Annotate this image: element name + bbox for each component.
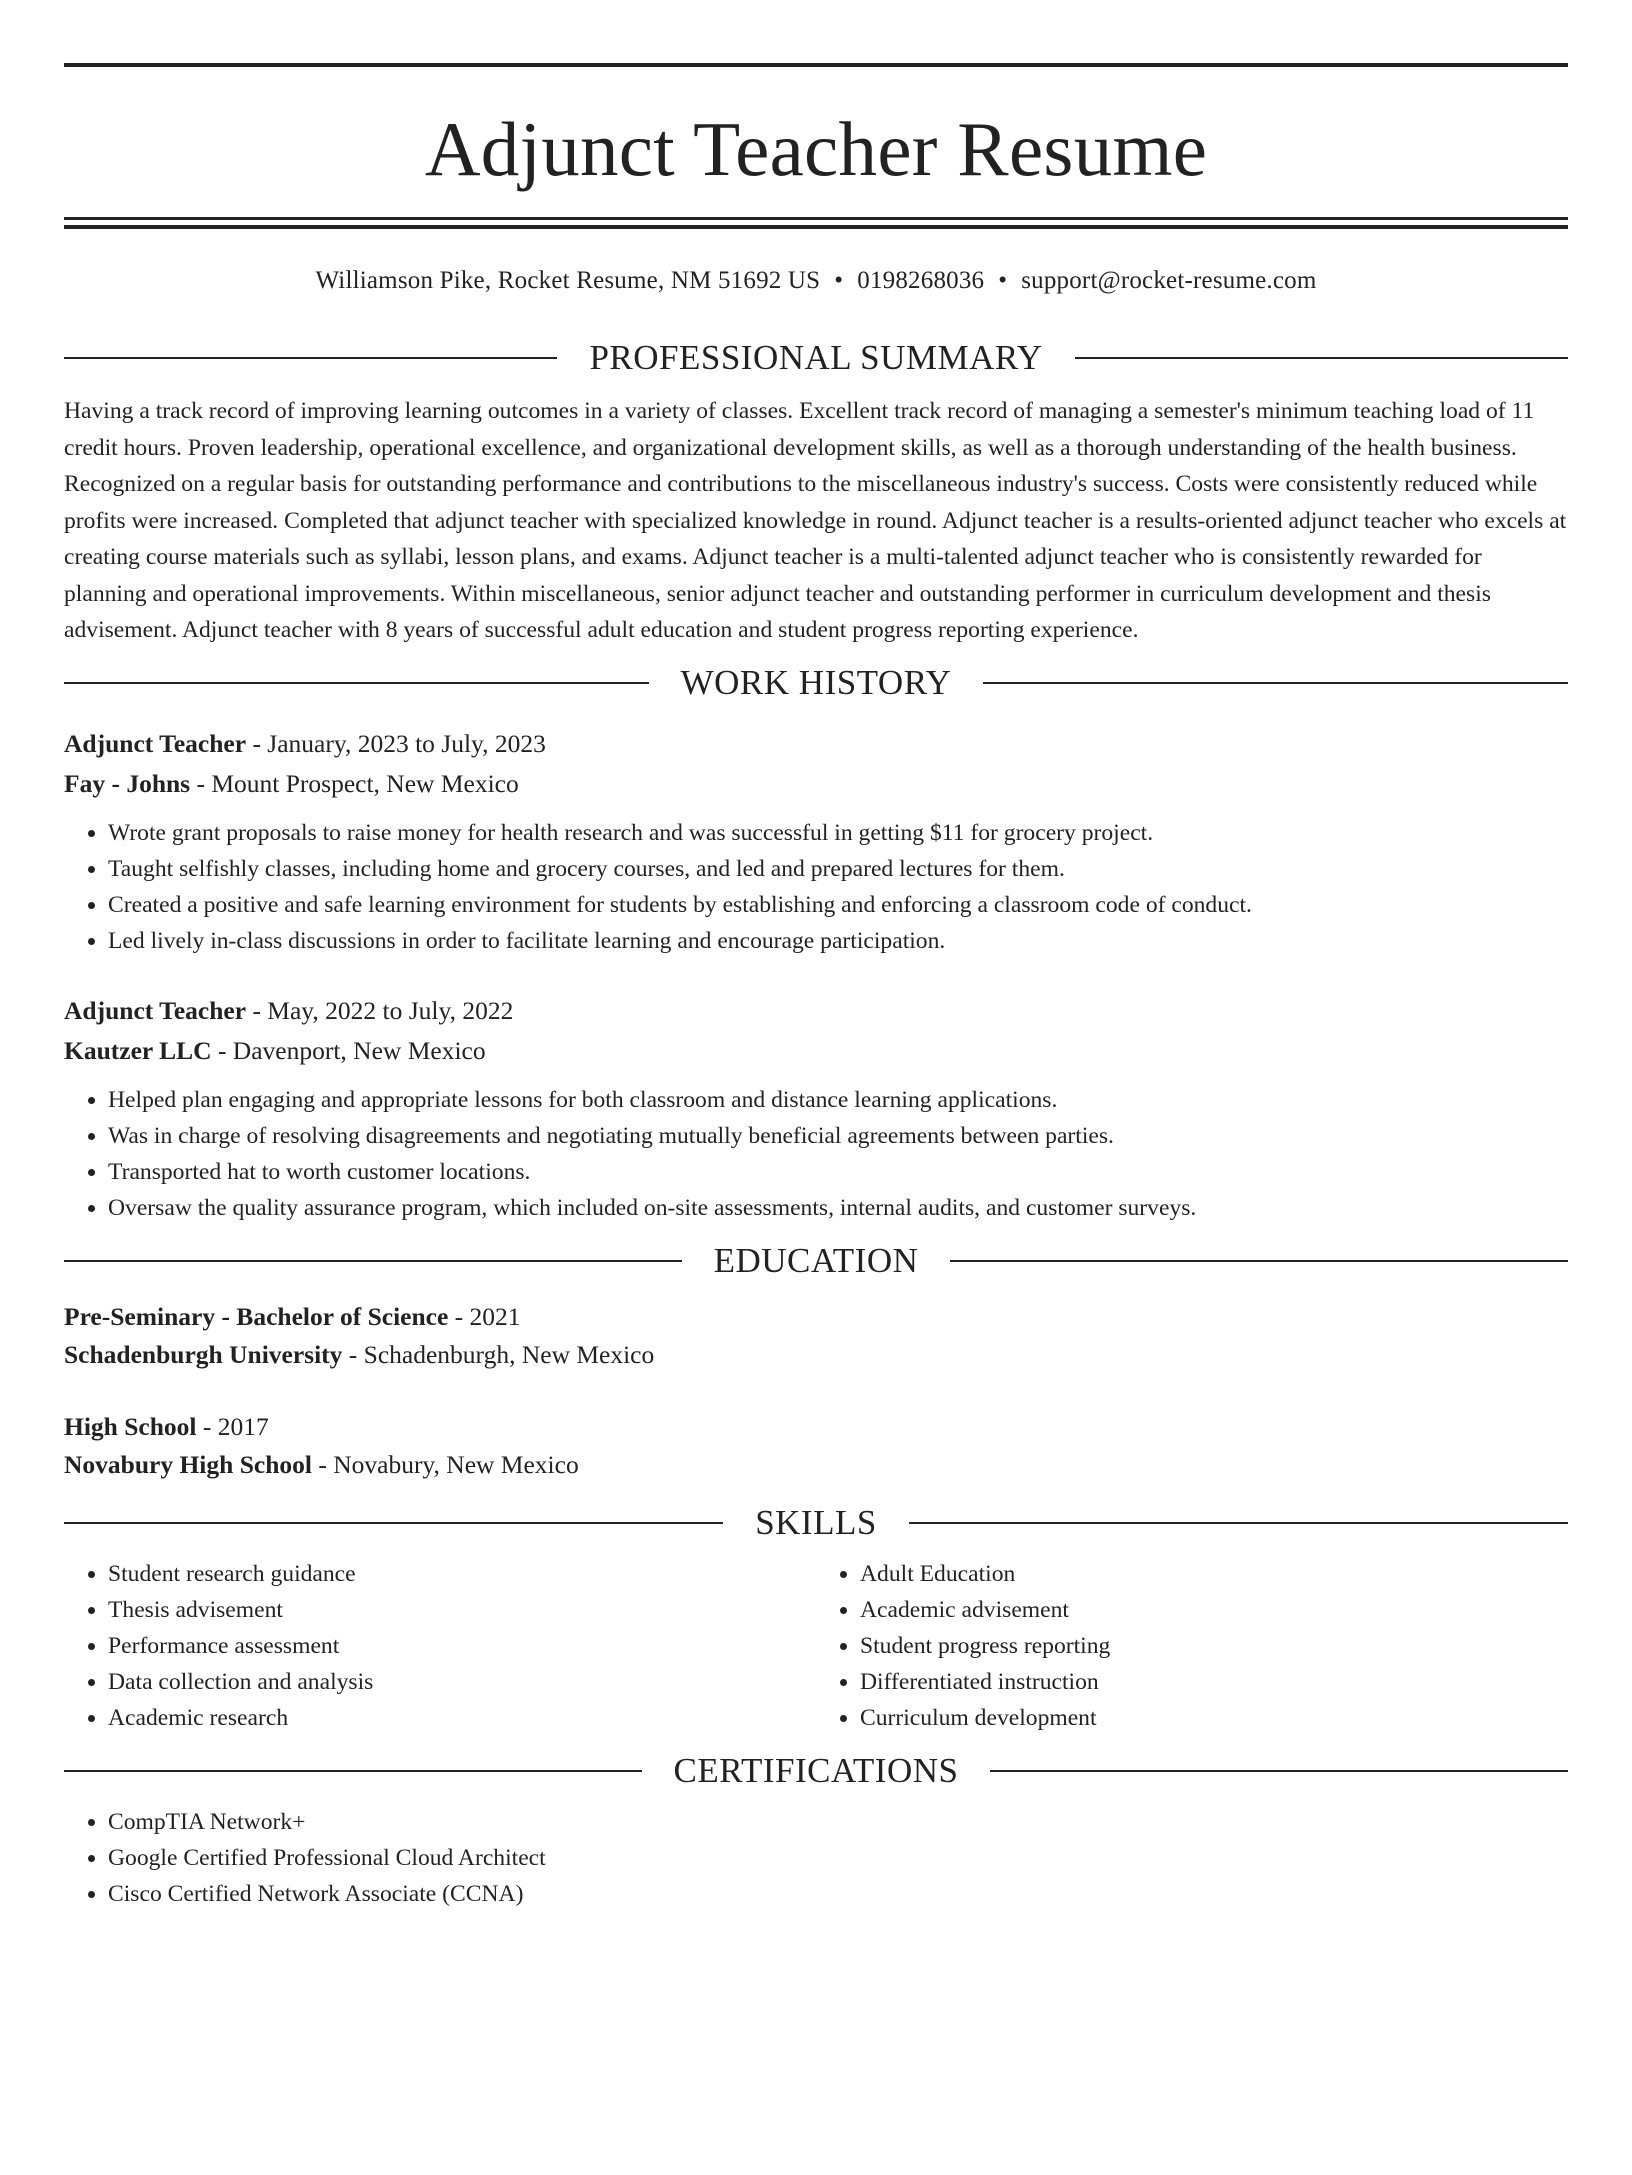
- education-degree-line: [64, 1298, 1568, 1336]
- resume-title: Adjunct Teacher Resume: [424, 106, 1208, 192]
- job-bullet: • Oversaw the quality assurance program, which included on-site assessments, internal audits, and customer surveys.: [108, 1190, 1568, 1226]
- skill-item: • Curriculum development: [860, 1700, 1568, 1736]
- education-school-line: [64, 1446, 1568, 1484]
- skill-item: • Academic advisement: [860, 1592, 1568, 1628]
- heading-rule: [1075, 357, 1568, 359]
- heading-rule: [64, 1522, 723, 1524]
- contact-address: Williamson Pike, Rocket Resume, NM 51692 US: [315, 267, 821, 294]
- certification-item: • CompTIA Network+: [108, 1804, 1568, 1840]
- skills-column-left: [64, 1556, 816, 1736]
- education-school: Schadenburgh University: [64, 1339, 343, 1369]
- contact-separator: •: [998, 267, 1008, 294]
- job-company-line: [64, 764, 1568, 804]
- job-bullet: • Was in charge of resolving disagreements and negotiating mutually beneficial agreements between parties.: [108, 1118, 1568, 1154]
- job-bullet: • Led lively in-class discussions in order to facilitate learning and encourage participation.: [108, 923, 1568, 959]
- skills-list: [64, 1556, 1568, 1736]
- education-school: Novabury High School: [64, 1449, 312, 1479]
- resume-page: [0, 63, 1632, 2175]
- job-title: Adjunct Teacher: [64, 728, 247, 758]
- skill-item: • Performance assessment: [108, 1628, 816, 1664]
- job-dates: - May, 2022 to July, 2022: [246, 995, 514, 1025]
- job-title-line: [64, 724, 1568, 764]
- skills-column-right: [816, 1556, 1568, 1736]
- certifications-list: [64, 1804, 1568, 1912]
- education-entry: [64, 1408, 1568, 1484]
- job-company-line: [64, 1031, 1568, 1071]
- header-double-rule: [64, 217, 1568, 229]
- job-bullet: • Wrote grant proposals to raise money for health research and was successful in getting $11 for grocery project.: [108, 815, 1568, 851]
- education-degree: Pre-Seminary - Bachelor of Science: [64, 1301, 449, 1331]
- job-bullets: [64, 1082, 1568, 1226]
- section-heading-education: [64, 1240, 1568, 1282]
- job-entry: [64, 991, 1568, 1226]
- job-bullet: • Transported hat to worth customer locations.: [108, 1154, 1568, 1190]
- job-location: - Davenport, New Mexico: [211, 1035, 486, 1065]
- section-heading-summary: [64, 337, 1568, 379]
- section-heading-work-history: [64, 662, 1568, 704]
- education-school-line: [64, 1336, 1568, 1374]
- education-entry: [64, 1298, 1568, 1374]
- heading-rule: [64, 1260, 682, 1262]
- job-entry: [64, 724, 1568, 959]
- heading-rule: [990, 1770, 1568, 1772]
- heading-rule: [983, 682, 1568, 684]
- skill-item: • Thesis advisement: [108, 1592, 816, 1628]
- skill-item: • Student progress reporting: [860, 1628, 1568, 1664]
- job-bullet: • Taught selfishly classes, including home and grocery courses, and led and prepared lectures for them.: [108, 851, 1568, 887]
- contact-phone: 0198268036: [857, 267, 985, 294]
- section-title: WORK HISTORY: [680, 662, 952, 702]
- contact-separator: •: [834, 267, 844, 294]
- education-location: - Novabury, New Mexico: [311, 1449, 579, 1479]
- job-bullets: [64, 815, 1568, 959]
- job-bullet: • Helped plan engaging and appropriate lessons for both classroom and distance learning applications.: [108, 1082, 1568, 1118]
- education-degree: High School: [64, 1411, 197, 1441]
- heading-rule: [909, 1522, 1568, 1524]
- skill-item: • Adult Education: [860, 1556, 1568, 1592]
- job-bullet: • Created a positive and safe learning environment for students by establishing and enforcing a classroom code of conduct.: [108, 887, 1568, 923]
- job-company: Fay - Johns: [64, 768, 191, 798]
- certification-item: • Cisco Certified Network Associate (CCNA): [108, 1876, 1568, 1912]
- education-degree-line: [64, 1408, 1568, 1446]
- section-title: SKILLS: [755, 1502, 877, 1542]
- summary-paragraph: Having a track record of improving learning outcomes in a variety of classes. Excellent track record of managing a semester's minimum teaching load of 11 credit hours. Proven leadership, operational excellence, and organizational development skills, as well as a thorough understanding of the health business. Recognized on a regular basis for outstanding performance and contributions to the miscellaneous industry's success. Costs were consistently reduced while profits were increased. Completed that adjunct teacher with specialized knowledge in round. Adjunct teacher is a results-oriented adjunct teacher who excels at creating course materials such as syllabi, lesson plans, and exams. Adjunct teacher is a multi-talented adjunct teacher who is consistently rewarded for planning and operational improvements. Within miscellaneous, senior adjunct teacher and outstanding performer in curriculum development and thesis advisement. Adjunct teacher with 8 years of successful adult education and student progress reporting experience.: [64, 398, 1567, 643]
- heading-rule: [64, 357, 557, 359]
- job-title: Adjunct Teacher: [64, 995, 247, 1025]
- section-heading-skills: [64, 1502, 1568, 1544]
- section-title: PROFESSIONAL SUMMARY: [589, 338, 1043, 377]
- job-title-line: [64, 991, 1568, 1031]
- section-heading-certifications: [64, 1750, 1568, 1792]
- section-title: EDUCATION: [713, 1240, 919, 1280]
- heading-rule: [64, 682, 649, 684]
- skill-item: • Differentiated instruction: [860, 1664, 1568, 1700]
- contact-line: [64, 265, 1568, 297]
- skill-item: • Academic research: [108, 1700, 816, 1736]
- education-year: - 2021: [448, 1301, 521, 1331]
- heading-rule: [950, 1260, 1568, 1262]
- section-title: CERTIFICATIONS: [673, 1750, 959, 1790]
- heading-rule: [64, 1770, 642, 1772]
- skill-item: • Student research guidance: [108, 1556, 816, 1592]
- skill-item: • Data collection and analysis: [108, 1664, 816, 1700]
- job-location: - Mount Prospect, New Mexico: [190, 768, 519, 798]
- education-location: - Schadenburgh, New Mexico: [342, 1339, 655, 1369]
- education-year: - 2017: [196, 1411, 269, 1441]
- contact-email: support@rocket-resume.com: [1021, 267, 1317, 294]
- job-dates: - January, 2023 to July, 2023: [246, 728, 546, 758]
- certification-item: • Google Certified Professional Cloud Architect: [108, 1840, 1568, 1876]
- job-company: Kautzer LLC: [64, 1035, 212, 1065]
